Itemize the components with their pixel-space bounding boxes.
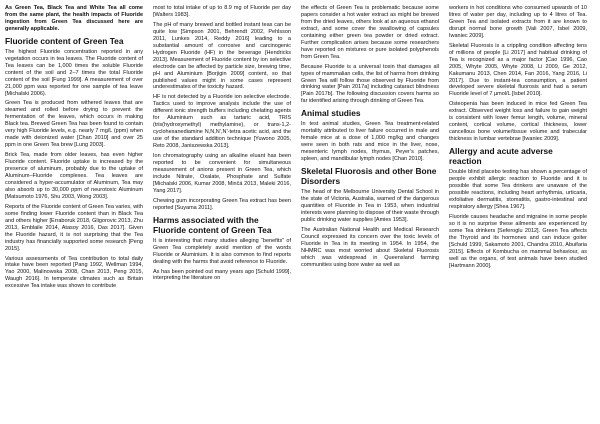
paragraph: It is interesting that many studies alleging “benefits” of Green Tea completely avoid mention of the words Fluoride or Aluminium. It is also common to find reports dealing with the harms that avoid reference to Fluoride. bbox=[153, 237, 291, 265]
section-heading-allergy: Allergy and acute adverse reaction bbox=[449, 146, 553, 167]
paragraph: workers in hot conditions who consumed upwards of 10 litres of water per day, including up to 4 litres of Tea. Green Tea and isolated extracts from it are known to disrupt normal bone growth [Vali 2007, Isbel 2009, Iwaniec 2009]. bbox=[449, 5, 587, 39]
paragraph: the effects of Green Tea is problematic because some papers consider a hot water extract as might be brewed from the dried leaves, others look at an aqueous ethanol extract, and some cover the swallowing of capsules containing either green tea powder or dried extract. Further complication arises because some researchers have reported on mixtures or pure isolated polyphenols from Green Tea. bbox=[301, 5, 439, 60]
paragraph: Double blind placebo testing has shown a percentage of people exhibit allergic reaction to Fluoride and it is possible that some Tea drinkers are unaware of the possible reactions, including heart arrhythmia, urticaria, exfoliative dermatitis, stomatitis, gastro-intestinal and respiratory allergy [Shea 1967]. bbox=[449, 169, 587, 210]
section-heading-animal-studies: Animal studies bbox=[301, 108, 361, 119]
paragraph: Osteopenia has been induced in mice fed Green Tea extract. Observed weight loss and failure to gain weight is consistent with lower femur length, volume, mineral content, cortical volume, cortical thickness, lower cancellous bone volume/tissue volume and trabecular thickness in lumbar vertebrae [Iwaniec 2009]. bbox=[449, 101, 587, 143]
section-heading-harms: Harms associated with the Fluoride content of Green Tea bbox=[153, 214, 272, 235]
intro-paragraph: As Green Tea, Black Tea and White Tea all come from the same plant, the health impacts of Fluoride ingestion from Green Tea discussed here are generally applicable. bbox=[5, 5, 143, 32]
section-heading-skeletal-fluorosis: Skeletal Fluorosis and other Bone Disorders bbox=[301, 166, 437, 187]
column-3 bbox=[301, 5, 439, 272]
column-2 bbox=[153, 5, 291, 285]
paragraph: Chewing gum incorporating Green Tea extract has been reported [Suyama 2011]. bbox=[153, 197, 291, 211]
column-1 bbox=[5, 5, 143, 293]
paragraph: Ion chromatography using an alkaline eluant has been reported to be convenient for simultaneous measurement of anions present in Green Tea, which include Nitrate, Oxalate, Phosphate and Sulfate [Michalski 2006, Kumar 2008, Minčá 2013, Maleki 2016, Yang 2017]. bbox=[153, 153, 291, 194]
paragraph: Various assessments of Tea contribution to total daily intake have been reported [Pang 1992, Wellman 1994, Yao 2000, Malinowska 2008, Chan 2013, Peng 2015, Waugh 2016]. In temperate climates such as Britain excessive Tea intake was shown to contribute bbox=[5, 255, 143, 290]
column-4 bbox=[449, 5, 587, 272]
paragraph: Skeletal Fluorosis is a crippling condition affecting tens of millions of people [Li 2017] and habitual drinking of Tea is recognized as a major factor [Cao 1996, Cao 2005, Whyte 2005, Whyte 2008, Li 2009, Ge 2012, Kakumanu 2013, Chen 2014, Fan 2016, Yang 2016, Li 2017]. Due to instant-tea consumption, a patient developed severe skeletal fluorosis and had a serum Fluoride level of 7 µmol/L [Isbel 2010]. bbox=[449, 42, 587, 98]
paragraph: As has been pointed out many years ago [Schuld 1999], interpreting the literature on bbox=[153, 268, 291, 282]
paragraph: Reports of the Fluoride content of Green Tea varies, with some finding lower Fluoride content than in Black Tea and others higher [Erraboruk 2018, Gligorovic 2013, Zhu 2013, Emblaile 2014, Atasoy 2016, Das 2017]. Given the Fluoride hazard, it is not surprising that the Tea industry has financially supported some research [Peng 2015]. bbox=[5, 203, 143, 252]
paragraph: Green Tea is produced from withered leaves that are steamed and rolled before drying to prevent the fermentation of the leaves, which occurs in making Black tea. Brewed Green Tea has been found to contain very high Fluoride levels, e.g. nearly 7 mg/L (ppm) when made with deionized water [Chan 2010] and over 25 ppm in one Green Tea brew [Lung 2003]. bbox=[5, 100, 143, 149]
paragraph: most to total intake of up to 8.9 mg of Fluoride per day [Walters 1983]. bbox=[153, 5, 291, 18]
paragraph: HF is not detected by a Fluoride ion selective electrode. Tactics used to improve analysis include the use of different ionic strength buffers including chelating agents for Aluminium such as tartaric acid, TRIS (tris(hydroxymethyl) methylamine), or trans-1,2-cyclohexanediamine N,N,N’,N’-tetra acetic acid, and the use of the standard addition technique [Yuwono 2005, Reto 2008, Janiszewska 2013]. bbox=[153, 94, 291, 150]
paragraph: The pH of many brewed and bottled instant teas can be quite low [Simpson 2001, Behrendt 2002, Pehlsson 2011, Lunkes 2014, Reddy 2016] leading to a substantial amount of corrosive and carcinogenic Hydrogen Fluoride (HF) in the beverage [Hendricks 2013]. Measurement of Fluoride content by ion selective electrode can be affected by particle size, brewing time, pH and Aluminium [Borjigin 2009] content, so that published values might in some cases represent underestimates of the toxicity hazard. bbox=[153, 21, 291, 91]
paragraph: Because Fluoride is a universal toxin that damages all types of mammalian cells, the list of harms from drinking Green Tea will follow those observed by Fluoride from drinking water [Pain 2017a] including cataract blindness [Pain 2017b]. The following discussion covers harms so far identified arising through drinking of Green Tea. bbox=[301, 63, 439, 105]
paragraph: The Australian National Health and Medical Research Council expressed its concern over the toxic levels of Fluoride in Tea in its meeting in 1954. In 1954, the NHMRC was most worried about Skeletal Fluorosis which was widespread in Queensland farming communities using bore water as well as bbox=[301, 226, 439, 268]
section-heading-fluoride-content: Fluoride content of Green Tea bbox=[5, 35, 124, 46]
paragraph: Brick Tea, made from older leaves, has even higher Fluoride content. Fluoride uptake is increased by the presence of aluminum, probably due to the uptake of Aluminum–Fluoride complexes. Tea leaves are considered a hyper-accumulator of Aluminum, Tea may also absorb up to 30,000 ppm of neurotoxic Aluminum [Matsumoto 1976, Shu 2003, Wong 2003]. bbox=[5, 152, 143, 200]
paragraph: In test animal studies, Green Tea treatment-related mortality attributed to liver failure occurred in male and female mice at a dose of 1,000 mg/kg and changes were seen in both rats and mice in the liver, nose, mesenteric lymph nodes, thymus, Peyer’s patches, spleen, and mandibular lymph nodes [Chan 2010]. bbox=[301, 121, 439, 163]
paragraph: The head of the Melbourne University Dental School in the state of Victoria, Australia, warned of the dangerous quantities of Fluoride in Tea in 1953, when industrial interests were planning to dispose of their waste through public drinking water supplies [Amies 1953]. bbox=[301, 189, 439, 223]
paragraph: Fluoride causes headache and migraine in some people so it is no surprise these ailments are experienced by some Tea drinkers [Seferoglu 2012]. Green Tea affects the Thyroid and its hormones and can induce goiter [Schuld 1999, Sakamoto 2001, Chandra 2010, Abuifaria 2015]. Effects of Kombucha on mammal behaviour, as well as the organs, of test animals have been studied [Hartmann 2000]. bbox=[449, 213, 587, 269]
paragraph: The highest Fluoride concentration reported in any vegetation occurs in tea leaves. The Fluoride content of Tea leaves can be 1,000 times the soluble Fluoride content of the soil and 2–7 times the total Fluoride content of the soil [Fung 1999]. A measurement of over 21,000 ppm was reported for one sample of tea leave [Michalski 2006). bbox=[5, 48, 143, 97]
